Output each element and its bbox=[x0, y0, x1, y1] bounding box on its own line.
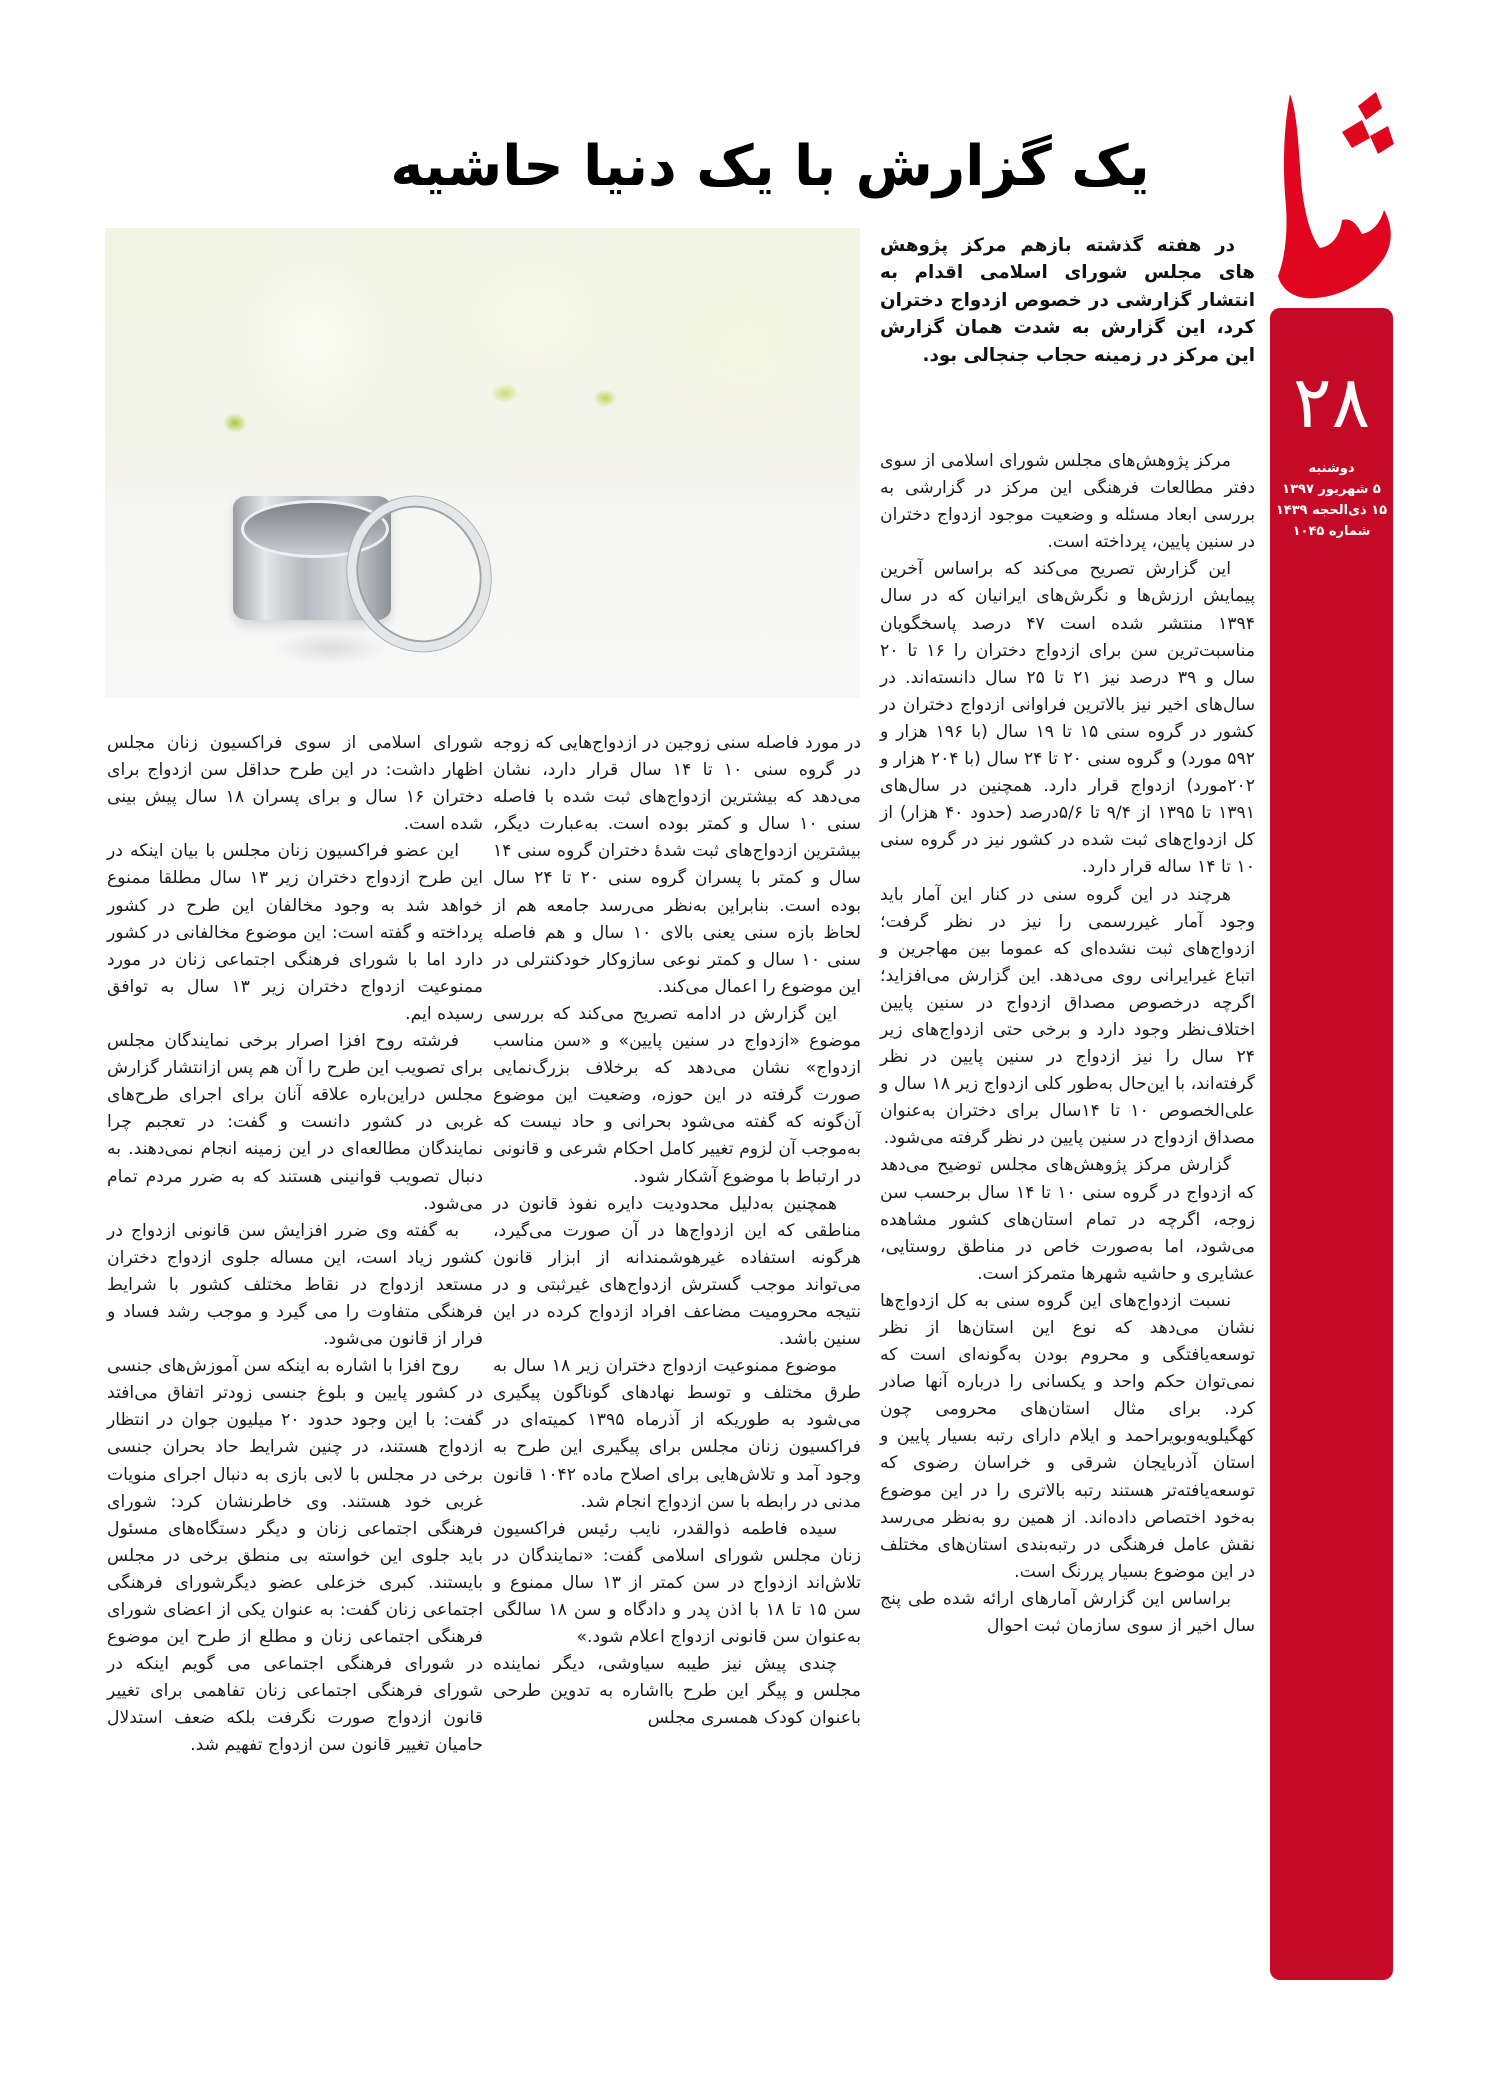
paragraph: روح افزا با اشاره به اینکه سن آموزش‌های جنسی در کشور پایین و بلوغ جنسی زودتر اتفاق می‌افتد گفت: با این وجود حدود ۲۰ میلیون جوان در انتظار ازدواج هستند، در چنین شرایط حاد بحران جنسی برخی در مجلس با لابی بازی به دنبال اجرای منویات غربی خود هستند. وی خاطرنشان کرد: شورای فرهنگی اجتماعی زنان و دیگر دستگاه‌های مسئول باید جلوی این خواسته بی منطق برخی در مجلس بایستند. کبری خزعلی عضو دیگرشورای فرهنگی اجتماعی زنان گفت: به عنوان یکی از اعضای شورای فرهنگی اجتماعی زنان و مطلع از طرح این موضوع در شورای فرهنگی اجتماعی می گویم اینکه در شورای فرهنگی اجتماعی زنان تفاهمی برای تغییر قانون ازدواج صورت نگرفت بلکه ضعف استدلال حامیان تغییر قانون سن ازدواج تفهیم شد. bbox=[107, 1356, 483, 1756]
issue-sidebar bbox=[1270, 308, 1393, 1980]
paragraph: هرچند در این گروه سنی در کنار این آمار باید وجود آمار غیررسمی را نیز در نظر گرفت؛ ازدواج‌های ثبت نشده‌ای که عموما بین مهاجرین و اتباع غیرایرانی روی می‌دهد. این گزارش می‌افزاید؛ اگرچه درخصوص مصداق ازدواج در سنین پایین اختلاف‌نظر وجود دارد و برخی حتی ازدواج‌های زیر ۲۴ سال را نیز ازدواج در سنین پایین در نظر گرفته‌اند، با این‌حال به‌طور کلی ازدواج زیر ۱۸ سال و علی‌الخصوص ۱۰ تا ۱۴سال برای دختران به‌عنوان مصداق ازدواج در سنین پایین در نظر گرفته می‌شود. bbox=[880, 884, 1256, 1149]
text-column-right bbox=[880, 448, 1255, 1640]
paragraph: فرشته روح افزا اصرار برخی نمایندگان مجلس برای تصویب این طرح را آن هم پس ازانتشار گزارش مجلس دراین‌باره علاقه آنان برای اجرای طرح‌های غربی در کشور دانست و گفت: در تعجبم چرا نمایندگان مطالعه‌ای در این زمینه انجام نمی‌دهند. به دنبال تصویب قوانینی هستند که به ضرر مردم تمام می‌شود. bbox=[107, 1031, 483, 1214]
paragraph: همچنین به‌دلیل محدودیت دایره نفوذ قانون در مناطقی که این ازدواج‌ها در آن صورت می‌گیرد، هرگونه استفاده غیرهوشمندانه از ابزار قانون می‌تواند موجب گسترش ازدواج‌های غیرثبتی و در نتیجه محرومیت مضاعف افراد ازدواج کرده در این سنین باشد. bbox=[493, 1193, 861, 1350]
date-solar: ۵ شهریور ۱۳۹۷ bbox=[1282, 482, 1381, 497]
article-lead bbox=[880, 232, 1255, 369]
paragraph: سیده فاطمه ذوالقدر، نایب رئیس فراکسیون زنان مجلس شورای اسلامی گفت: «نمایندگان در تلاش‌اند ازدواج در سن کمتر از ۱۳ سال ممنوع و سن ۱۵ تا ۱۸ با اذن پدر و دادگاه و سن ۱۸ سالگی به‌عنوان سن قانونی ازدواج اعلام شود.» bbox=[493, 1518, 861, 1648]
article-photo bbox=[105, 228, 860, 698]
issue-date-block bbox=[1270, 458, 1393, 542]
paragraph: چندی پیش نیز طیبه سیاوشی، دیگر نماینده مجلس و پیگر این طرح بااشاره به تدوین طرحی باعنوان کودک همسری مجلس bbox=[493, 1654, 861, 1729]
paragraph: براساس این گزارش آمارهای ارائه شده طی پنج سال اخیر از سوی سازمان ثبت احوال bbox=[880, 1588, 1255, 1637]
lead-paragraph: در هفته گذشته بازهم مرکز پژوهش های مجلس شورای اسلامی اقدام به انتشار گزارشی در خصوص ازدواج دختران کرد، این گزارش به شدت همان گزارش این مرکز در زمینه حجاب جنجالی بود. bbox=[880, 235, 1255, 366]
shoma-logo-icon bbox=[1272, 86, 1398, 308]
paragraph: شورای اسلامی از سوی فراکسیون زنان مجلس اظهار داشت: در این طرح حداقل سن ازدواج برای دختران ۱۶ سال و برای پسران ۱۸ سال پیش بینی شده است. bbox=[107, 733, 483, 835]
weekday: دوشنبه bbox=[1308, 461, 1355, 476]
paragraph: به گفته وی ضرر افزایش سن قانونی ازدواج در کشور زیاد است، این مساله جلوی ازدواج دختران مستعد ازدواج در نقاط مختلف کشور با شرایط فرهنگی متفاوت را می گیرد و موجب رشد فساد و فرار از قانون می‌شود. bbox=[107, 1220, 483, 1350]
paragraph: مرکز پژوهش‌های مجلس شورای اسلامی از سوی دفتر مطالعات فرهنگی این مرکز در گزارشی به بررسی ابعاد مسئله و وضعیت موجود ازدواج دختران در سنین پایین، پرداخته است. bbox=[880, 451, 1255, 553]
date-lunar: ۱۵ ذی‌الحجه ۱۴۳۹ bbox=[1275, 503, 1388, 518]
paragraph: این عضو فراکسیون زنان مجلس با بیان اینکه در این طرح ازدواج دختران زیر ۱۳ سال مطلقا ممنوع خواهد شد به وجود مخالفان این طرح در کشور پرداخته و گفته است: این موضوع مخالفانی در کشور دارد اما با شورای فرهنگی اجتماعی زنان در مورد ممنوعیت ازدواج دختران زیر ۱۳ سال به توافق رسیده ایم. bbox=[107, 841, 483, 1024]
page-number: ۲۸ bbox=[1292, 360, 1371, 444]
issue-number: شماره ۱۰۴۵ bbox=[1292, 524, 1371, 539]
paragraph: نسبت ازدواج‌های این گروه سنی به کل ازدواج‌ها نشان می‌دهد که نوع این استان‌ها از نظر توسعه‌یافتگی و محروم بودن به‌گونه‌ای است که نمی‌توان حکم واحد و یکسانی را درباره آنها صادر کرد. برای مثال استان‌های محرومی چون کهگیلویه‌وبویراحمد و ایلام دارای رتبه بسیار پایین و استان آذربایجان شرقی و خراسان رضوی که توسعه‌یافته‌تر هستند رتبه بالاتری را در این موضوع به‌خود اختصاص داده‌اند. از همین رو به‌نظر می‌رسد نقش عامل فرهنگی در رتبه‌بندی استان‌های مختلف در این موضوع بسیار پررنگ است. bbox=[880, 1290, 1255, 1582]
paragraph: این گزارش در ادامه تصریح می‌کند که بررسی موضوع «ازدواج در سنین پایین» و «سن مناسب ازدواج» نشان می‌دهد که برخلاف بزرگ‌نمایی صورت گرفته در این حوزه، وضعیت این موضوع آن‌گونه که گفته می‌شود بحرانی و حاد نیست که به‌موجب آن لزوم تغییر کامل احکام شرعی و قانونی در ارتباط با موضوع آشکار شود. bbox=[493, 1003, 861, 1187]
text-column-middle bbox=[493, 730, 861, 1732]
paragraph: در مورد فاصله سنی زوجین در ازدواج‌هایی که زوجه در گروه سنی ۱۰ تا ۱۴ سال قرار دارد، نشان می‌دهد که بیشترین ازدواج‌های ثبت شده با فاصله سنی ۱۰ سال و کمتر بوده است. به‌عبارت دیگر، بیشترین ازدواج‌های ثبت شدهٔ دختران گروه سنی ۱۴ سال و کمتر با پسران گروه سنی ۲۰ تا ۲۴ سال بوده است. بنابراین به‌نظر می‌رسد جامعه هم از لحاظ بازه سنی یعنی بالای ۱۰ سال و هم فاصله سنی ۱۰ سال و کمتر نوعی سازوکار خودکنترلی در این موضوع را اعمال می‌کند. bbox=[493, 733, 862, 997]
article-headline: یک گزارش با یک دنیا حاشیه bbox=[390, 134, 1150, 199]
paragraph: موضوع ممنوعیت ازدواج دختران زیر ۱۸ سال به طرق مختلف و توسط نهادهای گوناگون پیگیری می‌شود به طوریکه از آذرماه ۱۳۹۵ کمیته‌ای در فراکسیون زنان مجلس برای پیگیری این طرح به وجود آمد و تلاش‌هایی برای اصلاح ماده ۱۰۴۲ قانون مدنی در رابطه با سن ازدواج انجام شد. bbox=[493, 1356, 861, 1512]
text-column-left bbox=[107, 730, 483, 1760]
paragraph: این گزارش تصریح می‌کند که براساس آخرین پیمایش ارزش‌ها و نگرش‌های ایرانیان که در سال ۱۳۹۴ منتشر شده است ۴۷ درصد پاسخگویان مناسبت‌ترین سن برای ازدواج دختران را ۱۶ تا ۲۰ سال و ۳۹ درصد نیز ۲۱ تا ۲۵ سال دانسته‌اند. در سال‌های اخیر نیز بالاترین فراوانی ازدواج دختران در کشور در گروه سنی ۱۵ تا ۱۹ سال (با ۱۹۶ هزار و ۵۹۲ مورد) و گروه سنی ۲۰ تا ۲۴ سال (با ۲۰۴ هزار و ۲۰۲مورد) ازدواج قرار دارد. همچنین در سال‌های ۱۳۹۱ تا ۱۳۹۵ از ۹/۴ تا ۵/۶درصد (حدود ۴۰ هزار) از کل ازدواج‌های ثبت شده در کشور نیز در گروه سنی ۱۰ تا ۱۴ ساله قرار دارد. bbox=[880, 559, 1256, 878]
publication-logo bbox=[1272, 86, 1398, 308]
paragraph: گزارش مرکز پژوهش‌های مجلس توضیح می‌دهد که ازدواج در گروه سنی ۱۰ تا ۱۴ سال برحسب سن زوجه، اگرچه در تمام استان‌های کشور مشاهده می‌شود، اما به‌صورت خاص در مناطق روستایی، عشایری و حاشیه شهرها متمرکز است. bbox=[880, 1155, 1255, 1284]
